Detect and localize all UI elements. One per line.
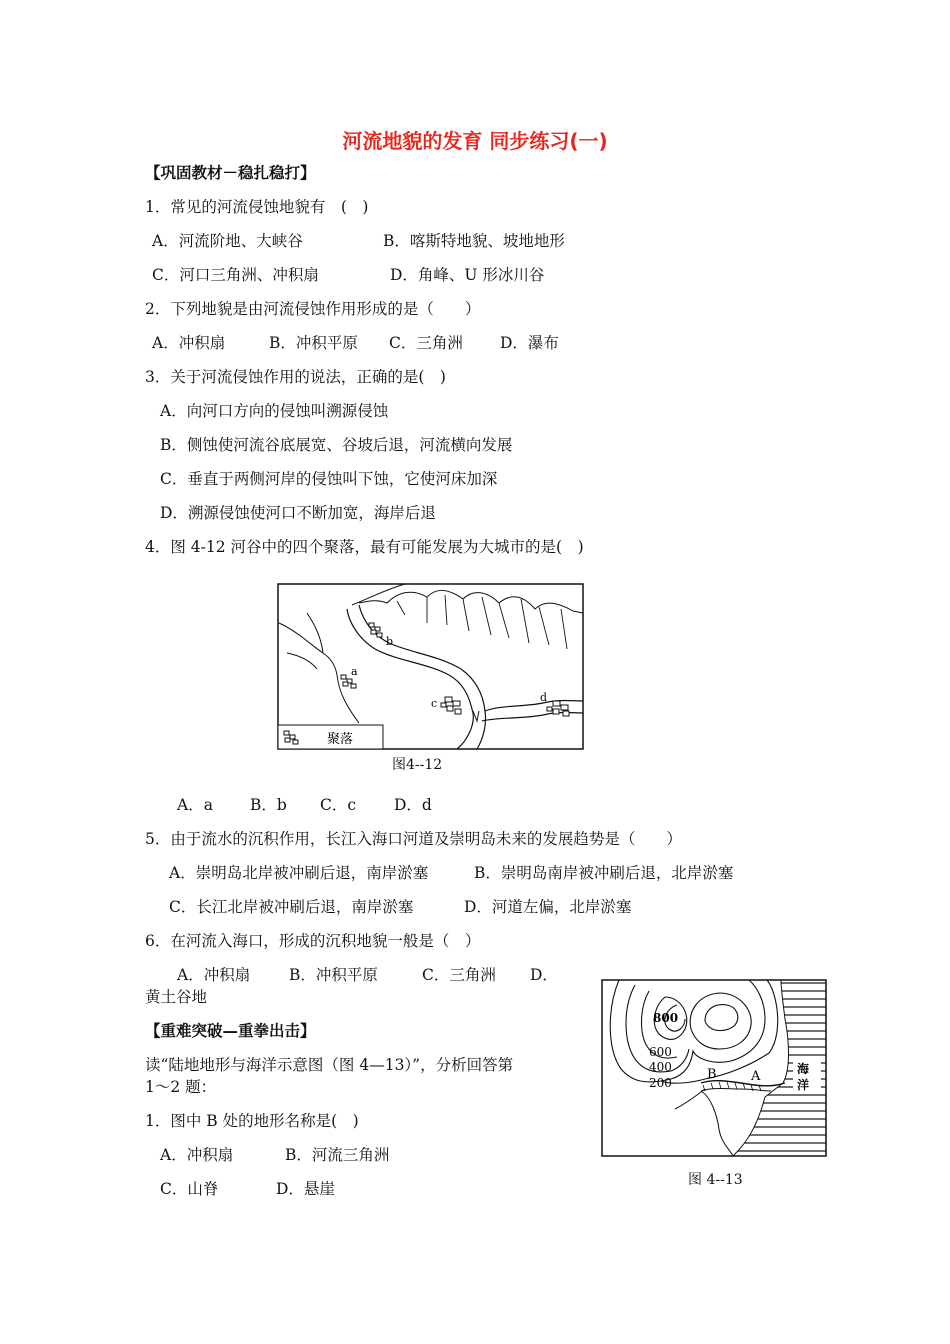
reading-prompt-line-1: 读“陆地地形与海洋示意图（图 4—13）”，分析回答第 xyxy=(145,1056,514,1074)
page-title: 河流地貌的发育 同步练习(一) xyxy=(342,129,608,153)
question-6-stem: 6．在河流入海口，形成的沉积地貌一般是（ ） xyxy=(145,932,481,950)
settlement-label-c: c xyxy=(431,697,438,710)
question-3-option-b: B．侧蚀使河流谷底展宽、谷坡后退，河流横向发展 xyxy=(160,436,513,454)
sea-label-char-1: 海 xyxy=(797,1062,810,1076)
question-2-stem: 2．下列地貌是由河流侵蚀作用形成的是（ ） xyxy=(145,300,481,318)
settlement-label-b: b xyxy=(386,635,394,648)
question-4-option-b: B．b xyxy=(250,796,287,814)
contour-label-800: 800 xyxy=(653,1011,679,1025)
question-6-option-c: C．三角洲 xyxy=(422,966,496,984)
question-5-option-d: D．河道左偏，北岸淤塞 xyxy=(464,898,632,916)
question-2-option-d: D．瀑布 xyxy=(500,334,559,352)
question-1-stem: 1．常见的河流侵蚀地貌有 ( ) xyxy=(145,198,369,216)
question-2-option-c: C．三角洲 xyxy=(389,334,463,352)
question-6-option-a: A．冲积扇 xyxy=(177,966,251,984)
settlement-label-a: a xyxy=(351,665,358,678)
question-4-option-d: D．d xyxy=(394,796,432,814)
question-2-option-a: A．冲积扇 xyxy=(152,334,226,352)
contour-label-200: 200 xyxy=(649,1076,672,1090)
question-5-option-a: A．崇明岛北岸被冲刷后退，南岸淤塞 xyxy=(169,864,429,882)
question-4-option-c: C．c xyxy=(320,796,357,814)
question-1-option-d: D．角峰、U 形冰川谷 xyxy=(390,266,545,284)
point-label-b: B xyxy=(707,1067,717,1082)
question-6-option-d-text: 黄土谷地 xyxy=(145,988,208,1006)
figure-4-12-caption: 图4--12 xyxy=(392,757,443,773)
question-5-stem: 5．由于流水的沉积作用，长江入海口河道及崇明岛未来的发展趋势是（ ） xyxy=(145,830,682,848)
figure-4-12-river-valley-map xyxy=(277,583,584,751)
question-5-option-c: C．长江北岸被冲刷后退，南岸淤塞 xyxy=(169,898,414,916)
question-1-option-b: B．喀斯特地貌、坡地地形 xyxy=(383,232,565,250)
question-2-option-b: B．冲积平原 xyxy=(269,334,358,352)
section-heading-consolidate: 【巩固教材－稳扎稳打】 xyxy=(145,164,316,182)
question-3-stem: 3．关于河流侵蚀作用的说法，正确的是( ) xyxy=(145,368,446,386)
point-label-a: A xyxy=(751,1069,761,1084)
question-5-option-b: B．崇明岛南岸被冲刷后退，北岸淤塞 xyxy=(474,864,734,882)
part-1-stem: 1．图中 B 处的地形名称是( ) xyxy=(145,1112,359,1130)
question-4-stem: 4．图 4-12 河谷中的四个聚落，最有可能发展为大城市的是( ) xyxy=(145,538,584,556)
reading-prompt-line-2: 1～2 题： xyxy=(145,1078,217,1096)
question-6-option-b: B．冲积平原 xyxy=(289,966,378,984)
question-1-option-a: A．河流阶地、大峡谷 xyxy=(152,232,303,250)
figure-4-13-caption: 图 4--13 xyxy=(688,1172,743,1188)
question-4-option-a: A．a xyxy=(177,796,213,814)
part-1-option-c: C．山脊 xyxy=(160,1180,219,1198)
part-1-option-a: A．冲积扇 xyxy=(160,1146,234,1164)
section-heading-breakthrough: 【重难突破—重拳出击】 xyxy=(145,1022,316,1040)
settlement-label-d: d xyxy=(540,691,548,704)
question-3-option-a: A．向河口方向的侵蚀叫溯源侵蚀 xyxy=(160,402,389,420)
question-6-option-d: D． xyxy=(530,966,558,984)
part-1-option-b: B．河流三角洲 xyxy=(285,1146,390,1164)
question-3-option-d: D．溯源侵蚀使河口不断加宽，海岸后退 xyxy=(160,504,436,522)
question-1-option-c: C．河口三角洲、冲积扇 xyxy=(152,266,319,284)
legend-settlement-label: 聚落 xyxy=(327,732,354,747)
part-1-option-d: D．悬崖 xyxy=(276,1180,335,1198)
figure-4-13-contour-map xyxy=(601,979,827,1157)
contour-label-400: 400 xyxy=(649,1060,672,1074)
question-3-option-c: C．垂直于两侧河岸的侵蚀叫下蚀，它使河床加深 xyxy=(160,470,498,488)
contour-label-600: 600 xyxy=(649,1045,672,1059)
sea-label-char-2: 洋 xyxy=(797,1078,810,1092)
